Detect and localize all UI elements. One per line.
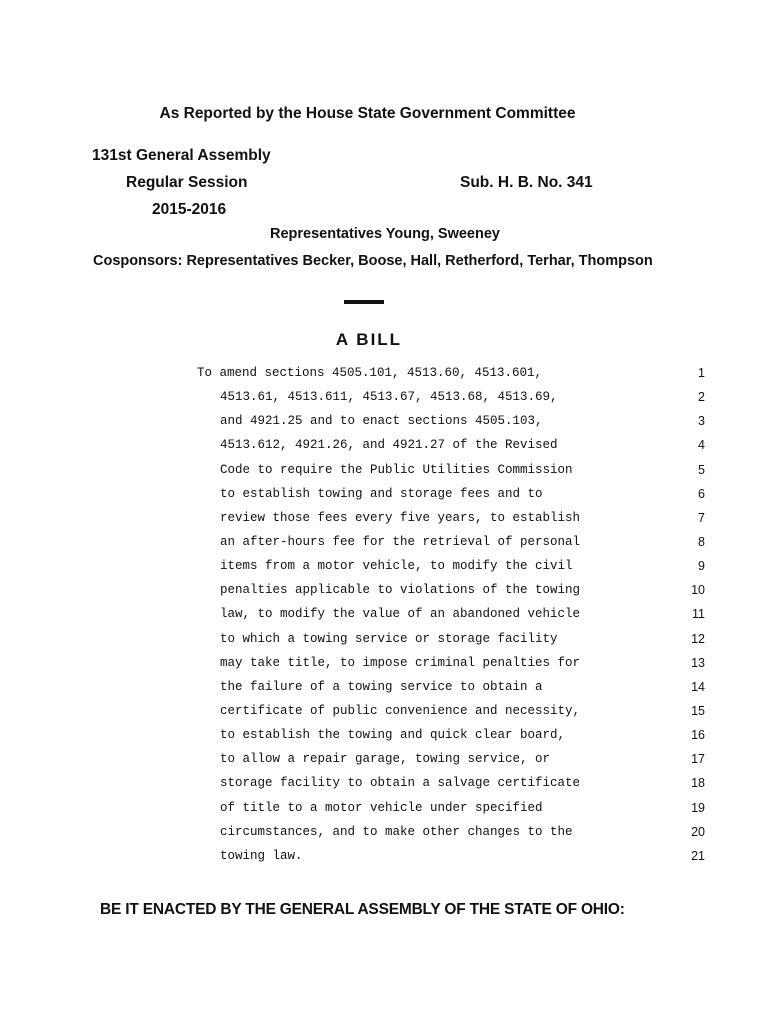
numbered-line xyxy=(0,727,770,751)
line-number: 19 xyxy=(691,800,705,815)
numbered-line xyxy=(0,703,770,727)
numbered-line xyxy=(0,606,770,630)
bill-number: Sub. H. B. No. 341 xyxy=(460,174,593,191)
line-number: 15 xyxy=(691,703,705,718)
numbered-line xyxy=(0,800,770,824)
line-number: 16 xyxy=(691,728,705,743)
line-number: 4 xyxy=(698,438,705,453)
cosponsors-line: Cosponsors: Representatives Becker, Boose, Hall, Retherford, Terhar, Thompson xyxy=(93,253,653,269)
line-number: 1 xyxy=(698,366,705,380)
numbered-line xyxy=(0,437,770,461)
numbered-line xyxy=(0,631,770,655)
line-number: 5 xyxy=(698,462,705,477)
numbered-line xyxy=(0,558,770,582)
numbered-line xyxy=(0,679,770,703)
line-text: Code to require the Public Utilities Commission xyxy=(220,462,573,477)
line-text: towing law. xyxy=(220,848,303,863)
line-number: 8 xyxy=(698,534,705,549)
line-text: to allow a repair garage, towing service, or xyxy=(220,752,551,767)
line-number: 14 xyxy=(691,679,705,694)
numbered-line xyxy=(0,413,770,437)
line-text: to which a towing service or storage facility xyxy=(220,631,558,646)
numbered-line xyxy=(0,582,770,606)
line-number: 12 xyxy=(691,631,705,646)
line-text: 4513.61, 4513.611, 4513.67, 4513.68, 4513.69, xyxy=(220,390,558,405)
enacting-clause: BE IT ENACTED BY THE GENERAL ASSEMBLY OF THE STATE OF OHIO: xyxy=(100,901,625,918)
line-number: 10 xyxy=(691,583,705,598)
line-text: law, to modify the value of an abandoned vehicle xyxy=(220,607,581,622)
line-text: to establish the towing and quick clear board, xyxy=(220,728,566,743)
line-number: 9 xyxy=(698,559,705,574)
numbered-line xyxy=(0,510,770,534)
numbered-line xyxy=(0,365,770,389)
line-text: and 4921.25 and to enact sections 4505.103, xyxy=(220,414,543,429)
numbered-line xyxy=(0,775,770,799)
line-text: To amend sections 4505.101, 4513.60, 4513.601, xyxy=(197,366,543,380)
reported-by-heading: As Reported by the House State Government Committee xyxy=(159,105,576,122)
line-number: 21 xyxy=(691,848,705,863)
general-assembly-label: 131st General Assembly xyxy=(92,147,271,164)
line-number: 20 xyxy=(691,824,705,839)
line-text: of title to a motor vehicle under specified xyxy=(220,800,543,815)
numbered-line xyxy=(0,751,770,775)
line-number: 7 xyxy=(698,510,705,525)
numbered-line xyxy=(0,462,770,486)
line-number: 6 xyxy=(698,486,705,501)
bill-title: A BILL xyxy=(335,330,403,349)
line-number: 3 xyxy=(698,414,705,429)
line-number: 18 xyxy=(691,776,705,791)
session-label: Regular Session xyxy=(126,174,248,191)
line-text: an after-hours fee for the retrieval of personal xyxy=(220,534,581,549)
sponsors-line: Representatives Young, Sweeney xyxy=(270,226,500,242)
line-text: certificate of public convenience and necessity, xyxy=(220,703,581,718)
line-number: 17 xyxy=(691,752,705,767)
line-text: review those fees every five years, to establish xyxy=(220,510,581,525)
line-number: 13 xyxy=(691,655,705,670)
numbered-line xyxy=(0,534,770,558)
session-years: 2015-2016 xyxy=(152,201,227,218)
line-text: storage facility to obtain a salvage certificate xyxy=(220,776,581,791)
line-text: items from a motor vehicle, to modify the civil xyxy=(220,559,573,574)
numbered-line xyxy=(0,824,770,848)
line-text: to establish towing and storage fees and to xyxy=(220,486,543,501)
line-text: circumstances, and to make other changes to the xyxy=(220,824,573,839)
numbered-line xyxy=(0,389,770,413)
bill-title-text xyxy=(0,365,770,872)
line-number: 2 xyxy=(698,390,705,405)
title-divider xyxy=(344,300,384,304)
numbered-line xyxy=(0,655,770,679)
numbered-line xyxy=(0,486,770,510)
numbered-line xyxy=(0,848,770,872)
line-text: the failure of a towing service to obtain a xyxy=(220,679,543,694)
line-number: 11 xyxy=(692,607,705,622)
line-text: penalties applicable to violations of the towing xyxy=(220,583,581,598)
line-text: 4513.612, 4921.26, and 4921.27 of the Revised xyxy=(220,438,558,453)
line-text: may take title, to impose criminal penalties for xyxy=(220,655,581,670)
